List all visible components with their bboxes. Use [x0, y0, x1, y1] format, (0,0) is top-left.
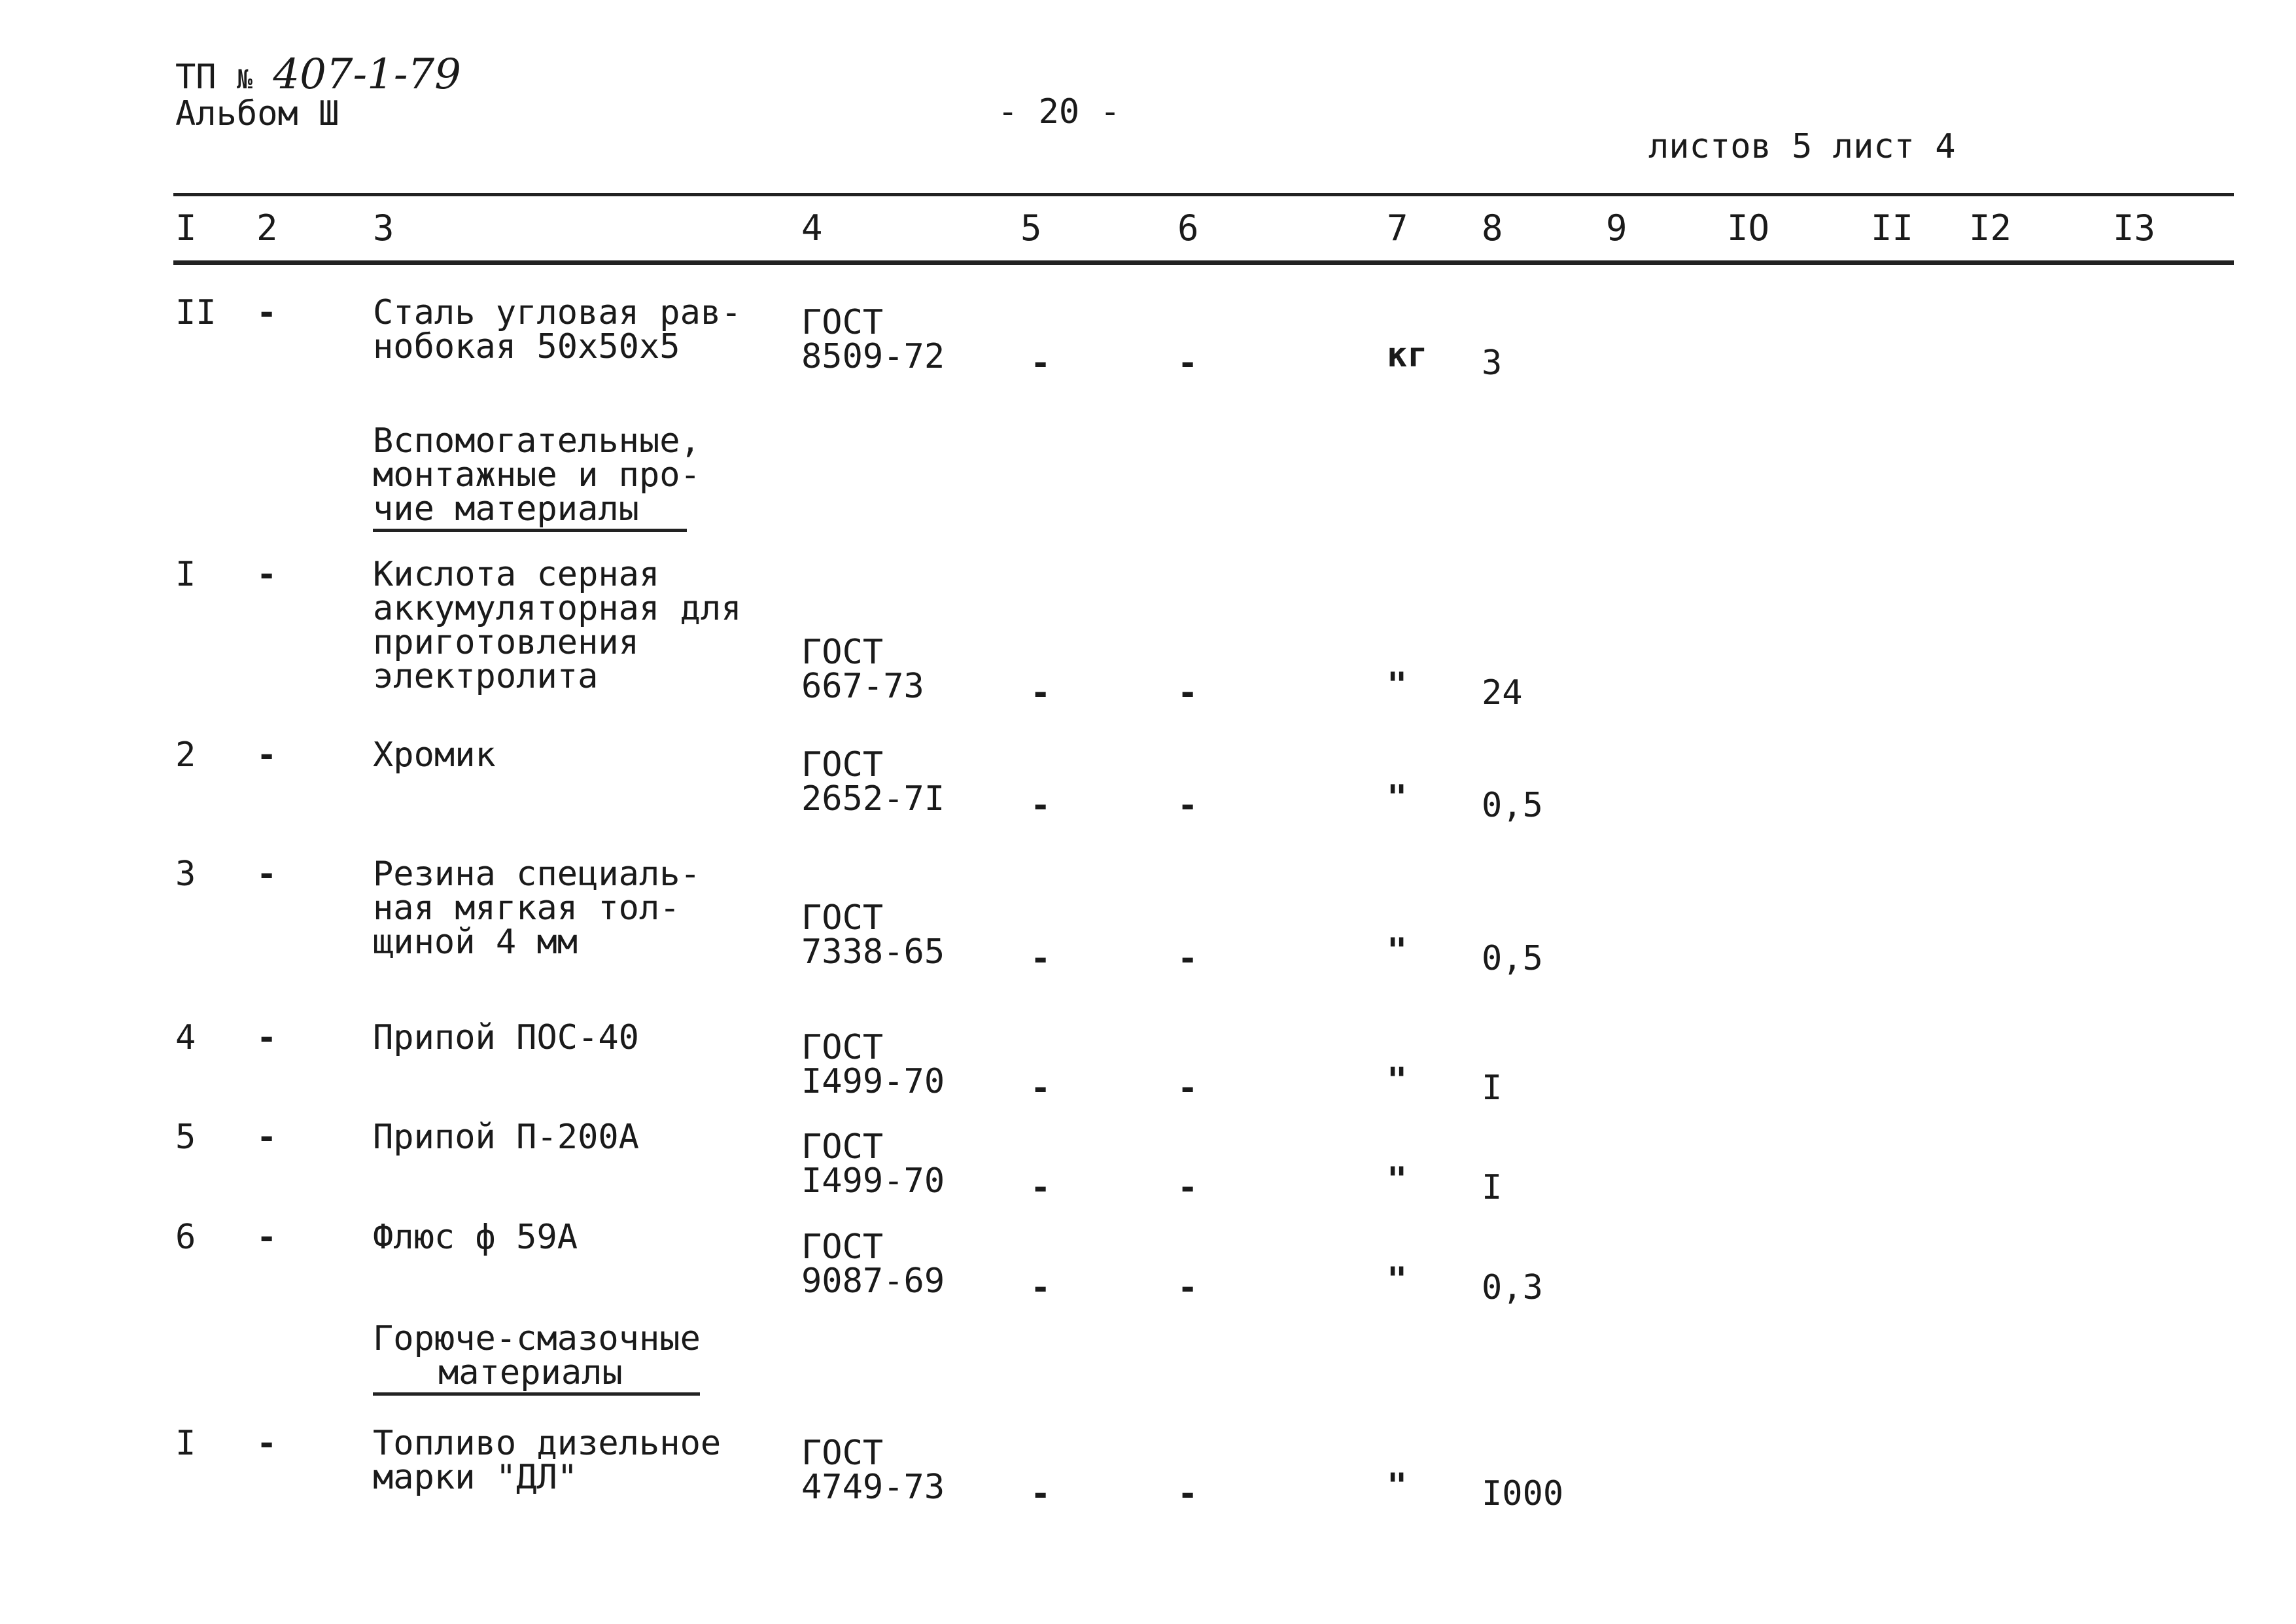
- unit-value: ": [1387, 1466, 1408, 1506]
- col5-value: -: [1030, 673, 1051, 713]
- item-name-line: Флюс ф 59А: [373, 1218, 578, 1257]
- row-number: 5: [175, 1118, 196, 1157]
- item-name-line: Резина специаль-: [373, 855, 701, 894]
- column-number: 6: [1177, 207, 1199, 249]
- item-name-line: марки "ДЛ": [373, 1458, 578, 1497]
- col5-value: -: [1030, 1168, 1051, 1207]
- unit-value: ": [1387, 665, 1408, 705]
- row-number: 2: [175, 735, 196, 775]
- item-standard-line: 9087-69: [801, 1262, 945, 1301]
- quantity-value: 3: [1482, 344, 1503, 383]
- item-standard-line: 7338-65: [801, 932, 945, 972]
- column-number: 7: [1387, 207, 1408, 249]
- item-name-line: щиной 4 мм: [373, 923, 578, 962]
- item-standard-line: ГОСТ: [801, 1127, 884, 1167]
- col5-value: -: [1030, 939, 1051, 978]
- column-number: 2: [256, 207, 278, 249]
- column-number: I2: [1969, 207, 2012, 249]
- page-number: - 20 -: [998, 92, 1121, 132]
- col5-value: -: [1030, 786, 1051, 825]
- col5-value: -: [1030, 344, 1051, 383]
- item-name-line: аккумуляторная для: [373, 589, 742, 628]
- item-name-line: ная мягкая тол-: [373, 889, 680, 928]
- item-standard-line: ГОСТ: [801, 1227, 884, 1267]
- unit-value: ": [1387, 1061, 1408, 1100]
- unit-value: ": [1387, 931, 1408, 970]
- section-heading-line: монтажные и про-: [373, 455, 701, 495]
- item-name-line: Сталь угловая рав-: [373, 293, 742, 332]
- item-standard-line: ГОСТ: [801, 1028, 884, 1067]
- column-number: 8: [1482, 207, 1503, 249]
- section-heading-line: материалы: [438, 1353, 623, 1392]
- album-label: Альбом Ш: [175, 94, 339, 133]
- item-name-line: электролита: [373, 657, 599, 696]
- item-standard-line: I499-70: [801, 1161, 945, 1201]
- section-underline: [373, 529, 687, 532]
- col6-value: -: [1177, 344, 1198, 383]
- section-underline: [373, 1392, 700, 1396]
- column-number: IO: [1727, 207, 1770, 249]
- unit-value: ": [1387, 1160, 1408, 1199]
- row-dash: -: [256, 293, 277, 332]
- unit-value: ": [1387, 1260, 1408, 1299]
- table-header-rule: [173, 260, 2234, 265]
- table-top-rule: [173, 193, 2234, 196]
- quantity-value: 24: [1482, 673, 1523, 713]
- column-number: I: [175, 207, 197, 249]
- tp-label: [175, 50, 461, 99]
- section-heading-line: Вспомогательные,: [373, 421, 701, 461]
- section-heading-line: Горюче-смазочные: [373, 1319, 701, 1358]
- row-number: 6: [175, 1218, 196, 1257]
- quantity-value: I: [1482, 1068, 1503, 1108]
- column-number: I3: [2113, 207, 2156, 249]
- item-standard-line: 667-73: [801, 667, 924, 706]
- row-dash: -: [256, 1018, 277, 1057]
- col6-value: -: [1177, 1474, 1198, 1513]
- item-standard-line: ГОСТ: [801, 745, 884, 785]
- col5-value: -: [1030, 1268, 1051, 1307]
- column-number: 9: [1606, 207, 1627, 249]
- col5-value: -: [1030, 1474, 1051, 1513]
- item-standard-line: 8509-72: [801, 337, 945, 376]
- row-number: 3: [175, 855, 196, 894]
- item-standard-line: 4749-73: [801, 1468, 945, 1507]
- unit-value: ": [1387, 778, 1408, 817]
- item-standard-line: ГОСТ: [801, 633, 884, 672]
- row-dash: -: [256, 1218, 277, 1257]
- tp-prefix: ТП: [175, 58, 217, 97]
- section-heading-line: чие материалы: [373, 489, 639, 529]
- row-dash: -: [256, 1424, 277, 1463]
- item-name-line: Припой ПОС-40: [373, 1018, 639, 1057]
- item-name-line: нобокая 50х50х5: [373, 327, 680, 366]
- col6-value: -: [1177, 1068, 1198, 1108]
- row-dash: -: [256, 555, 277, 594]
- row-dash: -: [256, 1118, 277, 1157]
- col6-value: -: [1177, 673, 1198, 713]
- column-number: 4: [801, 207, 823, 249]
- row-dash: -: [256, 735, 277, 775]
- item-name-line: приготовления: [373, 623, 639, 662]
- row-dash: -: [256, 855, 277, 894]
- item-standard-line: I499-70: [801, 1062, 945, 1101]
- col6-value: -: [1177, 786, 1198, 825]
- column-number: 3: [373, 207, 394, 249]
- row-number: 4: [175, 1018, 196, 1057]
- item-name-line: Кислота серная: [373, 555, 660, 594]
- quantity-value: 0,5: [1482, 939, 1543, 978]
- quantity-value: I000: [1482, 1474, 1564, 1513]
- column-number: 5: [1020, 207, 1042, 249]
- item-name-line: Хромик: [373, 735, 496, 775]
- unit-value: кг: [1387, 336, 1428, 375]
- item-standard-line: ГОСТ: [801, 303, 884, 342]
- item-standard-line: ГОСТ: [801, 1434, 884, 1473]
- quantity-value: 0,3: [1482, 1268, 1543, 1307]
- row-number: I: [175, 555, 196, 594]
- tp-number-sign: №: [236, 65, 253, 95]
- col6-value: -: [1177, 939, 1198, 978]
- tp-number: 407-1-79: [273, 50, 461, 99]
- row-number: II: [175, 293, 217, 332]
- col5-value: -: [1030, 1068, 1051, 1108]
- col6-value: -: [1177, 1268, 1198, 1307]
- col6-value: -: [1177, 1168, 1198, 1207]
- sheet-info: листов 5 лист 4: [1648, 127, 1956, 166]
- item-standard-line: 2652-7I: [801, 779, 945, 819]
- quantity-value: 0,5: [1482, 786, 1543, 825]
- item-name-line: Припой П-200А: [373, 1118, 639, 1157]
- item-name-line: Топливо дизельное: [373, 1424, 722, 1463]
- row-number: I: [175, 1424, 196, 1463]
- quantity-value: I: [1482, 1168, 1503, 1207]
- item-standard-line: ГОСТ: [801, 898, 884, 938]
- column-number: II: [1871, 207, 1914, 249]
